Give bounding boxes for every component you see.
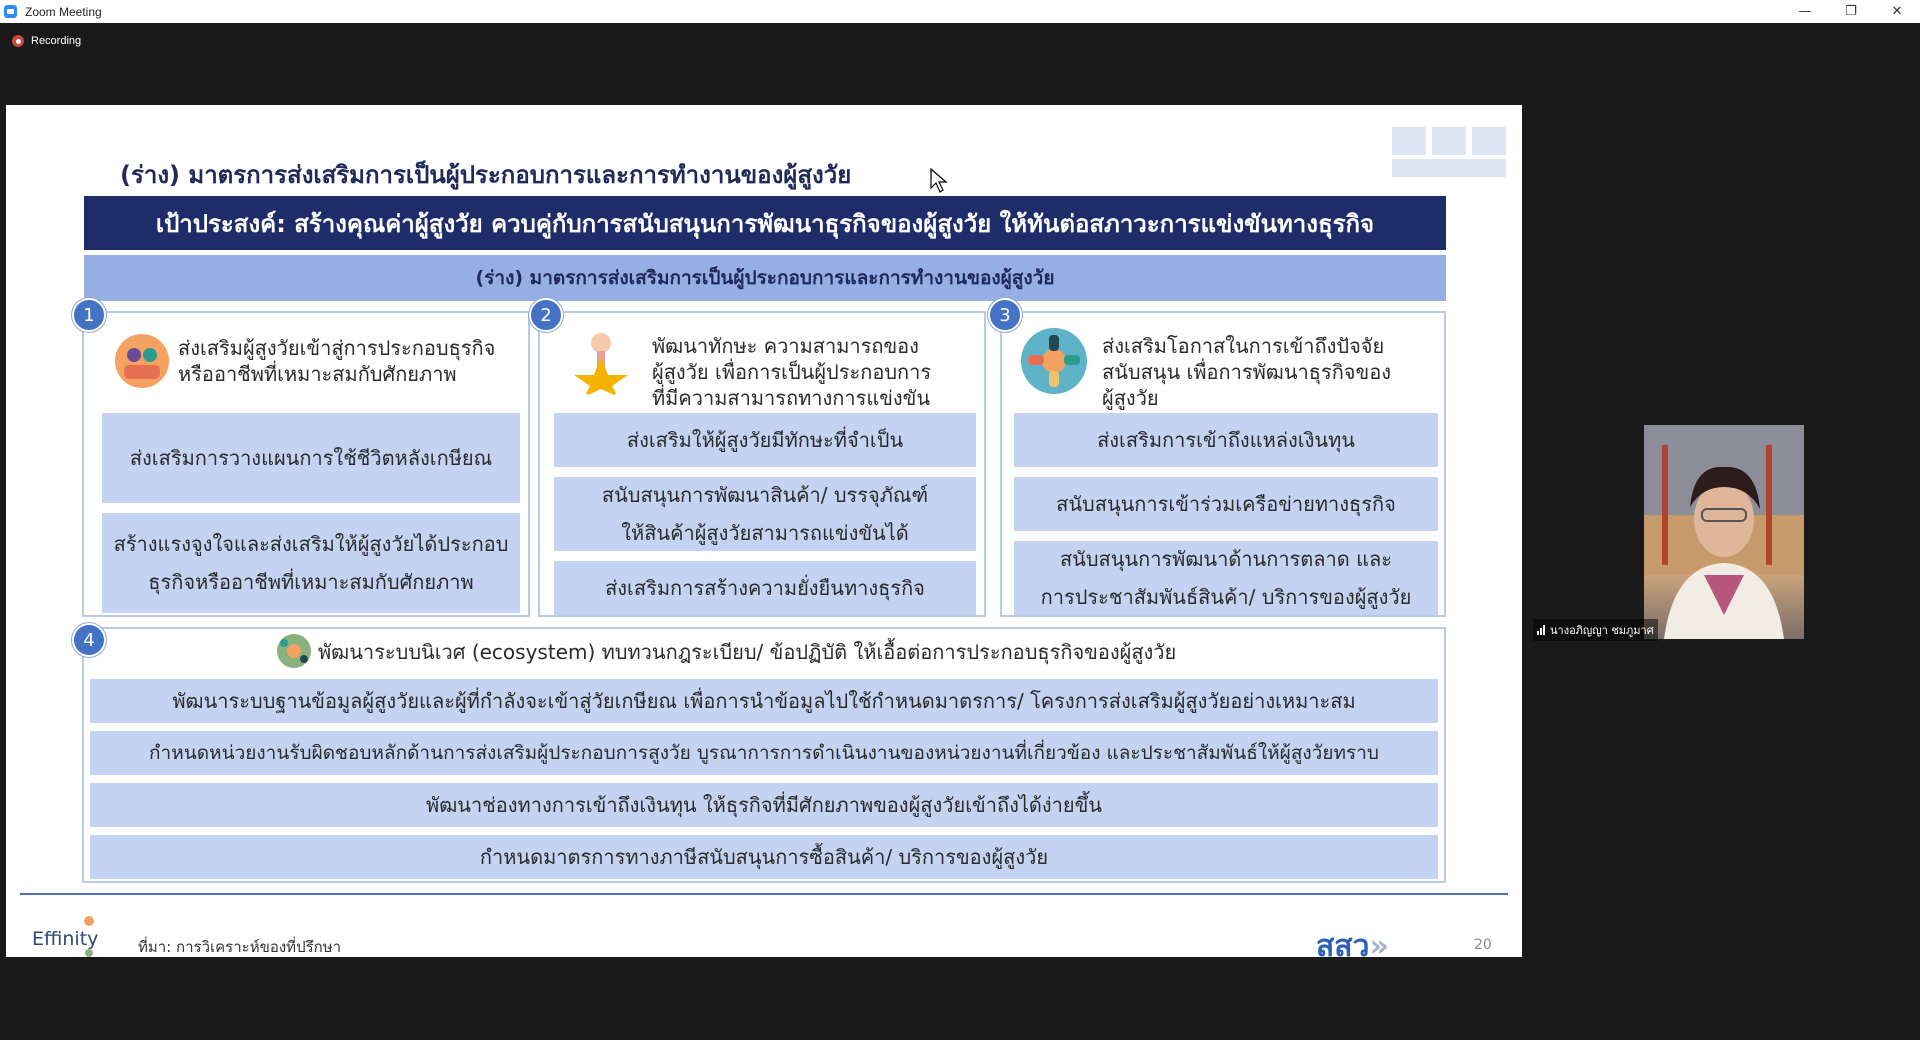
business-people-icon: [114, 333, 170, 389]
panel-number-badge: 2: [529, 298, 563, 332]
measure-item: [102, 413, 520, 503]
meeting-area: [0, 23, 1920, 1040]
item-text: สนับสนุนการเข้าร่วมเครือข่ายทางธุรกิจ: [1056, 492, 1396, 516]
panel-heading-line: ผู้สูงวัย เพื่อการเป็นผู้ประกอบการ: [652, 360, 932, 384]
ecosystem-icon: [276, 633, 312, 669]
panel-number-badge: 3: [988, 298, 1022, 332]
participant-name: นางอภิญญา ชมภูมาศ: [1550, 624, 1654, 637]
goal-bar: เป้าประสงค์: สร้างคุณค่าผู้สูงวัย ควบคู่กับการสนับสนุนการพัฒนาธุรกิจของผู้สูงวัย ให้ทันต่อสภาวะการแข่งขันทางธุรกิจ: [84, 196, 1446, 250]
item-text: ส่งเสริมให้ผู้สูงวัยมีทักษะที่จำเป็น: [626, 428, 904, 452]
measure-item: [1014, 413, 1438, 467]
item-text: ส่งเสริมการสร้างความยั่งยืนทางธุรกิจ: [605, 576, 925, 600]
measure-item: กำหนดหน่วยงานรับผิดชอบหลักด้านการส่งเสริมผู้ประกอบการสูงวัย บูรณาการการดำเนินงานของหน่วยงานที่เกี่ยวข้อง และประชาสัมพันธ์ให้ผู้สูงวัยทราบ: [90, 731, 1438, 775]
panel-2-heading: [652, 333, 931, 411]
participant-video[interactable]: [1644, 425, 1804, 639]
chevrons-icon: »: [1369, 929, 1389, 957]
teamwork-hands-icon: [1020, 327, 1088, 395]
item-text: สนับสนุนการพัฒนาด้านการตลาด และ: [1059, 547, 1393, 571]
footer-source: ที่มา: การวิเคราะห์ของที่ปรึกษา: [138, 938, 342, 956]
minimize-button[interactable]: —: [1798, 4, 1812, 19]
deco-block: [1392, 159, 1506, 177]
panel-heading-line: ส่งเสริมผู้สูงวัยเข้าสู่การประกอบธุรกิจ: [178, 336, 496, 360]
item-text: ธุรกิจหรืออาชีพที่เหมาะสมกับศักยภาพ: [148, 570, 474, 594]
participant-name-tag: [1533, 619, 1658, 641]
mouse-cursor-icon: [930, 168, 948, 194]
panel-heading-line: ผู้สูงวัย: [1102, 386, 1159, 410]
footer-divider: [20, 893, 1508, 895]
page-number: 20: [1474, 937, 1492, 953]
deco-block: [1472, 127, 1506, 155]
panel-heading-line: พัฒนาทักษะ ความสามารถของ: [652, 334, 919, 358]
ssw-logo-text: สสว: [1316, 929, 1370, 957]
zoom-app-icon: [4, 5, 17, 18]
panel-heading-line: ที่มีความสามารถทางการแข่งขัน: [652, 386, 931, 410]
effinity-logo: [28, 915, 118, 957]
measure-item: [554, 477, 976, 551]
measure-item: [1014, 477, 1438, 531]
panel-1-heading: [178, 335, 495, 387]
close-button[interactable]: ✕: [1891, 4, 1903, 19]
measure-item: [554, 413, 976, 467]
item-text: สนับสนุนการพัฒนาสินค้า/ บรรจุภัณฑ์: [601, 483, 929, 507]
shared-slide: [6, 105, 1522, 957]
item-text: ส่งเสริมการวางแผนการใช้ชีวิตหลังเกษียณ: [129, 446, 493, 470]
participant-video-frame: [1644, 425, 1804, 639]
signal-strength-icon: [1537, 625, 1546, 635]
window-titlebar: [0, 0, 1920, 23]
deco-block: [1392, 127, 1426, 155]
measure-item: พัฒนาระบบฐานข้อมูลผู้สูงวัยและผู้ที่กำลังจะเข้าสู่วัยเกษียณ เพื่อการนำข้อมูลไปใช้กำหนดมาตรการ/ โครงการส่งเสริมผู้สูงวัยอย่างเหมาะสม: [90, 679, 1438, 723]
ssw-logo: [1316, 923, 1389, 957]
restore-button[interactable]: ❐: [1845, 4, 1857, 19]
panel-heading-line: สนับสนุน เพื่อการพัฒนาธุรกิจของ: [1102, 360, 1391, 384]
deco-block: [1432, 127, 1466, 155]
effinity-logo-mark: [28, 915, 118, 957]
panel-number-badge: 4: [72, 623, 106, 657]
window-controls: [1782, 0, 1920, 23]
measure-item: พัฒนาช่องทางการเข้าถึงเงินทุน ให้ธุรกิจที่มีศักยภาพของผู้สูงวัยเข้าถึงได้ง่ายขึ้น: [90, 783, 1438, 827]
measure-item: [102, 513, 520, 613]
measure-item: [554, 561, 976, 615]
panel-4-heading: พัฒนาระบบนิเวศ (ecosystem) ทบทวนกฎระเบียบ/ ข้อปฏิบัติ ให้เอื้อต่อการประกอบธุรกิจของผู้สูงวัย: [318, 640, 1177, 664]
measures-subheader: (ร่าง) มาตรการส่งเสริมการเป็นผู้ประกอบการและการทำงานของผู้สูงวัย: [84, 255, 1446, 301]
panel-heading-line: หรืออาชีพที่เหมาะสมกับศักยภาพ: [178, 362, 457, 386]
item-text: การประชาสัมพันธ์สินค้า/ บริการของผู้สูงวัย: [1040, 585, 1412, 609]
slide-title: (ร่าง) มาตรการส่งเสริมการเป็นผู้ประกอบการและการทำงานของผู้สูงวัย: [120, 161, 852, 189]
measure-item: กำหนดมาตรการทางภาษีสนับสนุนการซื้อสินค้า/ บริการของผู้สูงวัย: [90, 835, 1438, 879]
recording-label: Recording: [31, 35, 82, 47]
window-title: Zoom Meeting: [25, 4, 102, 19]
measure-item: [1014, 541, 1438, 615]
item-text: ส่งเสริมการเข้าถึงแหล่งเงินทุน: [1097, 428, 1355, 452]
item-text: สร้างแรงจูงใจและส่งเสริมให้ผู้สูงวัยได้ประกอบ: [113, 532, 509, 556]
star-trophy-icon: [566, 327, 636, 397]
panel-heading-line: ส่งเสริมโอกาสในการเข้าถึงปัจจัย: [1102, 334, 1385, 358]
item-text: ให้สินค้าผู้สูงวัยสามารถแข่งขันได้: [621, 521, 909, 545]
effinity-logo-text: Effinity: [32, 928, 99, 950]
panel-3-heading: [1102, 333, 1391, 411]
panel-number-badge: 1: [72, 298, 106, 332]
record-icon: [12, 35, 24, 47]
recording-indicator[interactable]: [12, 35, 81, 47]
